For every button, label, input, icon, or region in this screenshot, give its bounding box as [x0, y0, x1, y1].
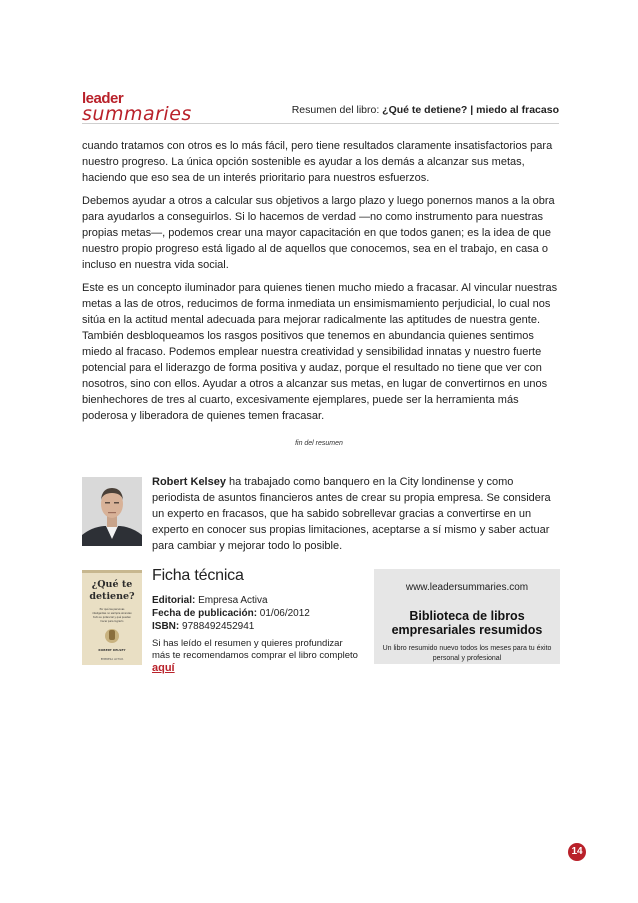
body-paragraph: Debemos ayudar a otros a calcular sus objetivos a largo plazo y luego ponernos manos a la obra para ayudarlos a conseguirlos. Si lo hacemos de verdad —no como instrumento para nuestras propias metas—, podemos crear una mayor capacitación en que todos ganen; es la idea de que nuestro propio progreso está ligado al de aquellos que conocemos, sea en el trabajo, en casa o incluso en nuestra vida social. [82, 195, 555, 271]
book-cover [82, 570, 142, 665]
logo-word-summaries: summaries [82, 103, 192, 125]
cover-publisher: EMPRESA ACTIVA [100, 658, 124, 661]
book-cover-art [82, 570, 142, 665]
ficha-editorial-value: Empresa Activa [195, 595, 268, 606]
technical-sheet [152, 567, 362, 675]
end-of-summary-note: fin del resumen [295, 440, 343, 447]
cover-subtitle: Por qué las personas [99, 608, 125, 611]
ficha-title: Ficha técnica [152, 567, 244, 584]
ficha-isbn-value: 9788492452941 [179, 621, 255, 632]
buy-note-text: Si has leído el resumen y quieres profundizar más te recomendamos comprar el libro completo [152, 638, 358, 661]
author-bio [152, 474, 558, 554]
promo-box [374, 569, 560, 664]
promo-headline: Biblioteca de libros empresariales resumidos [391, 609, 543, 637]
header-prefix: Resumen del libro: [291, 104, 380, 116]
ficha-editorial-label: Editorial: [152, 595, 196, 606]
cover-subtitle-4: hacer para lograrlo [100, 620, 124, 623]
buy-book-link[interactable]: aquí [152, 662, 175, 674]
cover-title-2: detiene? [89, 591, 135, 602]
promo-subtitle: Un libro resumido nuevo todos los meses para tu éxito personal y profesional [382, 645, 552, 662]
cover-subtitle-3: todo su potencial y qué pueden [93, 616, 131, 619]
author-bio-text: ha trabajado como banquero en la City londinense y como periodista de asuntos financieros antes de crear su propia empresa. Se considera un experto en fracasos, que ha sabido sobrellevar gracias a convertirse en un experto en conocer sus propias limitaciones, aceptarse a sí mismo y saber actuar para cambiar y mejorar todo lo posible. [152, 476, 551, 552]
header-divider [82, 123, 559, 124]
buy-note [152, 638, 362, 675]
leader-summaries-logo [82, 90, 192, 125]
cover-title: ¿Qué te [91, 579, 133, 590]
ficha-date-label: Fecha de publicación: [152, 608, 258, 619]
header-book-title [292, 104, 559, 116]
logo-word-leader: leader [82, 90, 124, 107]
ficha-date [152, 607, 362, 620]
ficha-date-value: 01/06/2012 [257, 608, 310, 619]
body-paragraph: cuando tratamos con otros es lo más fácil, pero tiene resultados claramente insatisfactorios para nuestro progreso. La única opción sostenible es ayudar a los demás a alcanzar sus metas, haciendo que eso sea de un interés prioritario para nuestros esfuerzos. [82, 140, 553, 184]
ficha-isbn-label: ISBN: [152, 621, 180, 632]
author-photo [82, 477, 142, 546]
author-portrait-icon [82, 477, 142, 546]
body-paragraph: Este es un concepto iluminador para quienes tienen mucho miedo a fracasar. Al vincular nuestras metas a las de otros, reducimos de forma inmediata un ensimismamiento perjudicial, lo cual nos sitúa en la actitud mental adecuada para mejorar radicalmente las aptitudes de nuestra gente. También desbloqueamos los rasgos positivos que tenemos en abundancia quienes sentimos miedo al fracaso. Podemos emplear nuestra creatividad y sensibilidad innatas y nuestro fuerte potencial para el liderazgo de forma positiva y audaz, porque el resultado no tiene que ver con nosotros, sino con ellos. Ayudar a otros a alcanzar sus metas, en lugar de convertirnos en unos bienhechores de tres al cuarto, excesivamente ejemplares, puede ser la herramienta más poderosa y liberadora de quienes temen fracasar. [82, 282, 558, 422]
author-name: Robert Kelsey [152, 476, 226, 488]
summary-body [82, 139, 560, 432]
promo-url-link[interactable]: www.leadersummaries.com [405, 582, 529, 593]
header-title: ¿Qué te detiene? | miedo al fracaso [382, 104, 559, 116]
cover-subtitle-2: inteligentes no siempre alcanzan [92, 612, 132, 615]
cover-author: ROBERT KELSEY [98, 648, 126, 652]
page-number-badge: 14 [568, 843, 586, 861]
ficha-isbn [152, 620, 362, 633]
ficha-editorial [152, 594, 362, 607]
